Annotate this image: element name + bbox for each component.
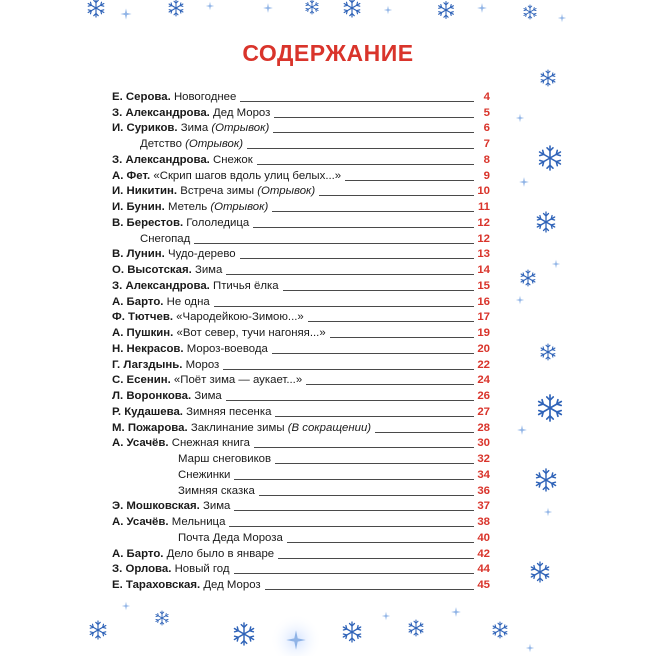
toc-page-number: 12 xyxy=(477,216,490,229)
toc-entry xyxy=(112,104,490,120)
toc-work-title: Снежная книга xyxy=(171,437,250,450)
toc-note: (Отрывок) xyxy=(185,138,244,150)
toc-entry xyxy=(112,277,490,293)
toc-page-number: 44 xyxy=(477,563,490,576)
toc-entry-text xyxy=(112,296,212,309)
toc-entry-text xyxy=(112,170,343,183)
toc-entry xyxy=(112,403,490,419)
toc-author: Е. Тараховская. xyxy=(112,579,201,591)
toc-entry xyxy=(112,387,490,403)
toc-entry-text xyxy=(178,469,232,482)
toc-entry xyxy=(112,529,490,545)
toc-page-number: 5 xyxy=(483,106,490,119)
toc-author: А. Усачёв. xyxy=(112,516,169,528)
toc-page-number: 10 xyxy=(477,185,490,198)
toc-entry xyxy=(112,261,490,277)
page-title: СОДЕРЖАНИЕ xyxy=(242,40,414,66)
toc-entry xyxy=(112,513,490,529)
toc-entry-text xyxy=(112,201,270,214)
toc-leader-line xyxy=(214,306,474,307)
toc-entry xyxy=(112,120,490,136)
toc-author: Р. Кудашева. xyxy=(112,405,183,418)
toc-work-title: Птичья ёлка xyxy=(213,279,279,292)
toc-work-title: Зима xyxy=(202,500,231,513)
toc-author: А. Фет. xyxy=(112,169,151,182)
toc-work-title: Зимняя сказка xyxy=(178,484,255,497)
toc-leader-line xyxy=(234,510,474,511)
toc-entry-text xyxy=(112,516,227,529)
toc-work-title: Новогоднее xyxy=(173,90,237,103)
toc-author: И. Никитин. xyxy=(112,185,178,198)
toc-work-title: Новый год xyxy=(174,563,230,576)
toc-entry-text xyxy=(112,311,306,324)
toc-entry xyxy=(112,450,490,466)
toc-leader-line xyxy=(223,369,474,370)
toc-page-number: 16 xyxy=(477,295,490,308)
toc-leader-line xyxy=(287,542,474,543)
toc-leader-line xyxy=(257,164,474,165)
toc-entry-text xyxy=(140,233,192,246)
toc-note: (Отрывок) xyxy=(210,201,269,213)
toc-page-number: 22 xyxy=(477,358,490,371)
toc-leader-line xyxy=(240,258,474,259)
toc-entry xyxy=(112,356,490,372)
toc-entry-text xyxy=(112,548,276,561)
toc-leader-line xyxy=(272,211,474,212)
toc-page-number: 42 xyxy=(477,547,490,560)
toc-entry xyxy=(112,246,490,262)
toc-author: С. Есенин. xyxy=(112,374,171,387)
toc-entry xyxy=(112,435,490,451)
toc-leader-line xyxy=(273,132,474,133)
toc-leader-line xyxy=(259,495,474,496)
toc-entry xyxy=(112,340,490,356)
toc-author: В. Берестов. xyxy=(112,216,184,229)
toc-page-number: 38 xyxy=(477,516,490,528)
toc-author: Л. Воронкова. xyxy=(112,390,192,402)
toc-author: А. Пушкин. xyxy=(112,327,174,339)
toc-page-number: 37 xyxy=(477,500,490,513)
toc-author: И. Бунин. xyxy=(112,201,165,213)
toc-work-title: «Скрип шагов вдоль улиц белых...» xyxy=(153,169,342,182)
toc-author: З. Александрова. xyxy=(112,106,210,119)
toc-entry-text xyxy=(112,500,232,513)
toc-entry xyxy=(112,183,490,199)
toc-work-title: Дед Мороз xyxy=(203,579,261,591)
toc-work-title: Встреча зимы xyxy=(180,185,255,198)
toc-page-number: 20 xyxy=(477,342,490,355)
toc-author: А. Барто. xyxy=(112,295,164,308)
toc-work-title: Снежок xyxy=(213,153,253,166)
toc-page-number: 9 xyxy=(483,169,490,182)
toc-entry xyxy=(112,198,490,214)
toc-entry-text xyxy=(112,563,232,576)
toc-author: А. Барто. xyxy=(112,547,164,560)
toc-leader-line xyxy=(306,384,474,385)
toc-entry-text xyxy=(112,280,281,293)
toc-work-title: Снегопад xyxy=(140,232,191,245)
toc-author: Ф. Тютчев. xyxy=(112,311,173,324)
toc-entry-text xyxy=(112,343,270,356)
toc-entry xyxy=(112,151,490,167)
toc-entry xyxy=(112,372,490,388)
toc-leader-line xyxy=(345,180,474,181)
toc-page-number: 40 xyxy=(477,531,490,544)
toc-note: (Отрывок) xyxy=(257,185,316,198)
toc-entry xyxy=(112,230,490,246)
toc-leader-line xyxy=(319,195,474,196)
toc-note: (В сокращении) xyxy=(287,421,372,434)
toc-page-number: 4 xyxy=(483,90,490,103)
toc-page-number: 30 xyxy=(477,437,490,450)
toc-page-number: 13 xyxy=(477,248,490,261)
toc-entry-text xyxy=(112,248,238,261)
toc-page-number: 11 xyxy=(477,201,490,213)
table-of-contents xyxy=(112,88,490,592)
toc-entry xyxy=(112,324,490,340)
toc-author: Е. Серова. xyxy=(112,90,171,103)
toc-leader-line xyxy=(275,416,474,417)
toc-work-title: Дело было в январе xyxy=(166,547,275,560)
toc-entry-text xyxy=(112,359,221,372)
toc-work-title: Дед Мороз xyxy=(213,106,271,119)
toc-leader-line xyxy=(226,400,474,401)
toc-work-title: Чудо-дерево xyxy=(167,248,236,261)
toc-work-title: Зима xyxy=(194,264,223,276)
toc-page-number: 36 xyxy=(477,484,490,497)
toc-entry-text xyxy=(112,374,304,387)
toc-work-title: Мороз xyxy=(185,358,220,371)
toc-entry xyxy=(112,293,490,309)
toc-work-title: «Вот север, тучи нагоняя...» xyxy=(176,327,326,339)
toc-work-title: Детство xyxy=(140,138,182,150)
toc-leader-line xyxy=(265,589,474,590)
toc-work-title: Почта Деда Мороза xyxy=(178,531,283,544)
toc-page-number: 19 xyxy=(477,327,490,339)
toc-leader-line xyxy=(275,463,474,464)
toc-entry xyxy=(112,88,490,104)
toc-leader-line xyxy=(283,290,474,291)
toc-leader-line xyxy=(254,447,474,448)
toc-entry-text xyxy=(140,138,245,151)
toc-page-number: 26 xyxy=(477,390,490,402)
toc-entry xyxy=(112,498,490,514)
toc-note: (Отрывок) xyxy=(211,122,270,135)
toc-leader-line xyxy=(278,558,474,559)
toc-entry-text xyxy=(178,453,273,466)
toc-work-title: Зима xyxy=(194,390,222,402)
toc-entry-text xyxy=(112,406,273,419)
toc-page-number: 14 xyxy=(477,264,490,276)
toc-page-number: 32 xyxy=(477,453,490,465)
toc-leader-line xyxy=(274,117,474,118)
toc-leader-line xyxy=(253,227,474,228)
toc-page-number: 34 xyxy=(477,468,490,481)
toc-leader-line xyxy=(234,479,474,480)
toc-leader-line xyxy=(272,353,474,354)
toc-entry-text xyxy=(178,485,257,498)
toc-page-number: 24 xyxy=(477,374,490,387)
toc-entry-text xyxy=(178,532,285,545)
toc-page-number: 45 xyxy=(477,579,490,591)
toc-entry-text xyxy=(112,390,224,403)
toc-entry-text xyxy=(112,422,373,435)
toc-author: А. Усачёв. xyxy=(112,437,169,450)
toc-work-title: Марш снеговиков xyxy=(178,453,272,465)
toc-work-title: Гололедица xyxy=(186,216,250,229)
toc-entry xyxy=(112,466,490,482)
toc-author: З. Александрова. xyxy=(112,153,210,166)
toc-entry-text xyxy=(112,217,251,230)
toc-page-number: 27 xyxy=(477,405,490,418)
toc-work-title: Зимняя песенка xyxy=(186,405,272,418)
toc-page-number: 28 xyxy=(477,421,490,434)
toc-entry-text xyxy=(112,154,255,167)
toc-entry xyxy=(112,309,490,325)
toc-page-number: 7 xyxy=(483,138,490,150)
toc-page-number: 15 xyxy=(477,279,490,292)
toc-leader-line xyxy=(375,432,474,433)
toc-page-number: 6 xyxy=(483,122,490,135)
toc-leader-line xyxy=(226,274,474,275)
toc-author: О. Высотская. xyxy=(112,264,192,276)
toc-work-title: Заклинание зимы xyxy=(190,421,285,434)
toc-entry xyxy=(112,561,490,577)
toc-leader-line xyxy=(240,101,474,102)
toc-entry-text xyxy=(112,264,224,277)
toc-entry-text xyxy=(112,122,271,135)
toc-work-title: Снежинки xyxy=(178,468,231,481)
toc-work-title: Метель xyxy=(168,201,208,213)
toc-leader-line xyxy=(330,337,474,338)
toc-work-title: Мельница xyxy=(171,516,226,528)
toc-leader-line xyxy=(194,243,474,244)
toc-entry-text xyxy=(112,579,263,592)
toc-work-title: Зима xyxy=(180,122,209,135)
toc-leader-line xyxy=(247,148,474,149)
toc-work-title: Мороз-воевода xyxy=(186,342,268,355)
toc-author: М. Пожарова. xyxy=(112,421,188,434)
toc-leader-line xyxy=(229,526,474,527)
toc-entry xyxy=(112,482,490,498)
toc-author: Э. Мошковская. xyxy=(112,500,200,513)
toc-entry-text xyxy=(112,327,328,340)
toc-author: З. Орлова. xyxy=(112,563,172,576)
toc-entry xyxy=(112,167,490,183)
toc-author: Г. Лагздынь. xyxy=(112,358,183,371)
toc-entry-text xyxy=(112,185,317,198)
toc-entry xyxy=(112,576,490,592)
toc-work-title: «Поёт зима — аукает...» xyxy=(173,374,303,387)
toc-work-title: Не одна xyxy=(166,295,210,308)
toc-page-number: 12 xyxy=(477,232,490,245)
toc-entry-text xyxy=(112,107,272,120)
toc-author: И. Суриков. xyxy=(112,122,178,135)
toc-page-number: 8 xyxy=(483,153,490,166)
toc-entry xyxy=(112,135,490,151)
toc-leader-line xyxy=(234,573,474,574)
toc-author: З. Александрова. xyxy=(112,279,210,292)
toc-entry-text xyxy=(112,91,238,104)
toc-leader-line xyxy=(308,321,474,322)
toc-entry xyxy=(112,545,490,561)
toc-entry-text xyxy=(112,437,252,450)
toc-page-number: 17 xyxy=(477,311,490,324)
toc-author: В. Лунин. xyxy=(112,248,165,261)
toc-entry xyxy=(112,214,490,230)
toc-work-title: «Чародейкою-Зимою...» xyxy=(176,311,304,324)
toc-author: Н. Некрасов. xyxy=(112,342,184,355)
toc-entry xyxy=(112,419,490,435)
